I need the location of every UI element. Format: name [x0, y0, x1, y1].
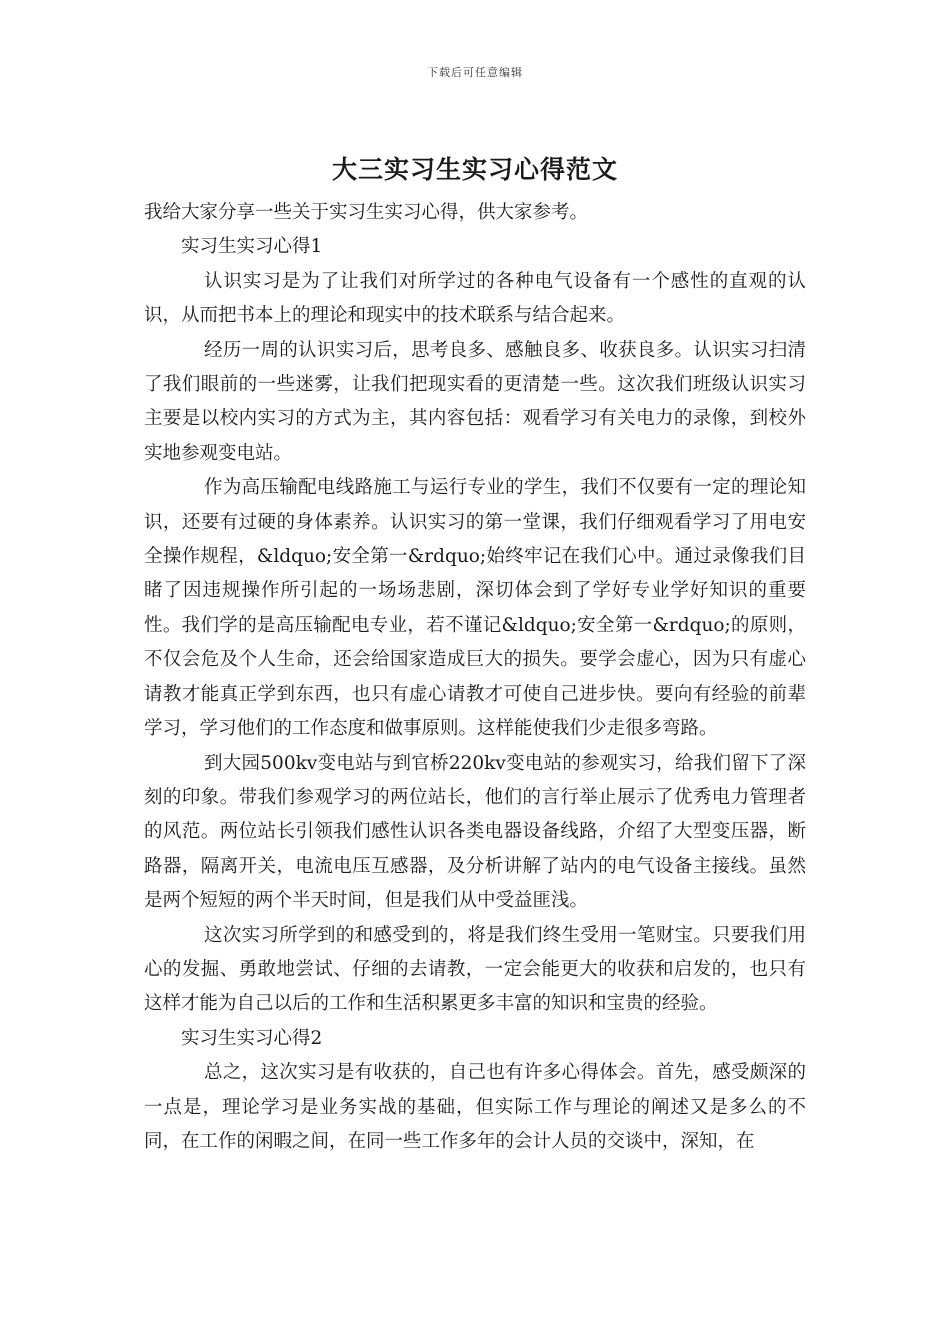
- body-paragraph: 到大园500kv变电站与到官桥220kv变电站的参观实习，给我们留下了深刻的印象。带我们参观学习的两位站长，他们的言行举止展示了优秀电力管理者的风范。两位站长引领我们感性认识各类电器设备线路，介绍了大型变压器，断路器，隔离开关，电流电压互感器，及分析讲解了站内的电气设备主接线。虽然是两个短短的两个半天时间，但是我们从中受益匪浅。: [144, 752, 806, 912]
- section-heading-1: 实习生实习心得1: [181, 236, 323, 258]
- body-paragraph: 认识实习是为了让我们对所学过的各种电气设备有一个感性的直观的认识，从而把书本上的理论和现实中的技术联系与结合起来。: [144, 270, 806, 327]
- section-heading-2: 实习生实习心得2: [181, 1027, 323, 1049]
- body-paragraph: 作为高压输配电线路施工与运行专业的学生，我们不仅要有一定的理论知识，还要有过硬的身体素养。认识实习的第一堂课，我们仔细观看学习了用电安全操作规程，&ldquo;安全第一&rdquo;始终牢记在我们心中。通过录像我们目睹了因违规操作所引起的一场场悲剧，深切体会到了学好专业学好知识的重要性。我们学的是高压输配电专业，若不谨记&ldquo;安全第一&rdquo;的原则，不仅会危及个人生命，还会给国家造成巨大的损失。要学会虚心，因为只有虚心请教才能真正学到东西，也只有虚心请教才可使自己进步快。要向有经验的前辈学习，学习他们的工作态度和做事原则。这样能使我们少走很多弯路。: [144, 477, 806, 740]
- body-paragraph: 总之，这次实习是有收获的，自己也有许多心得体会。首先，感受颇深的一点是，理论学习是业务实战的基础，但实际工作与理论的阐述又是多么的不同，在工作的闲暇之间，在同一些工作多年的会计人员的交谈中，深知，在: [144, 1062, 806, 1152]
- header-note: 下载后可任意编辑: [427, 66, 523, 79]
- page-title: 大三实习生实习心得范文: [331, 155, 618, 184]
- intro-paragraph: 我给大家分享一些关于实习生实习心得，供大家参考。: [144, 202, 589, 223]
- body-paragraph: 经历一周的认识实习后，思考良多、感触良多、收获良多。认识实习扫清了我们眼前的一些迷雾，让我们把现实看的更清楚一些。这次我们班级认识实习主要是以校内实习的方式为主，其内容包括：观看学习有关电力的录像，到校外实地参观变电站。: [144, 339, 806, 464]
- body-paragraph: 这次实习所学到的和感受到的，将是我们终生受用一笔财宝。只要我们用心的发掘、勇敢地尝试、仔细的去请教，一定会能更大的收获和启发的，也只有这样才能为自己以后的工作和生活积累更多丰富的知识和宝贵的经验。: [144, 924, 806, 1015]
- document-body: [144, 196, 806, 1159]
